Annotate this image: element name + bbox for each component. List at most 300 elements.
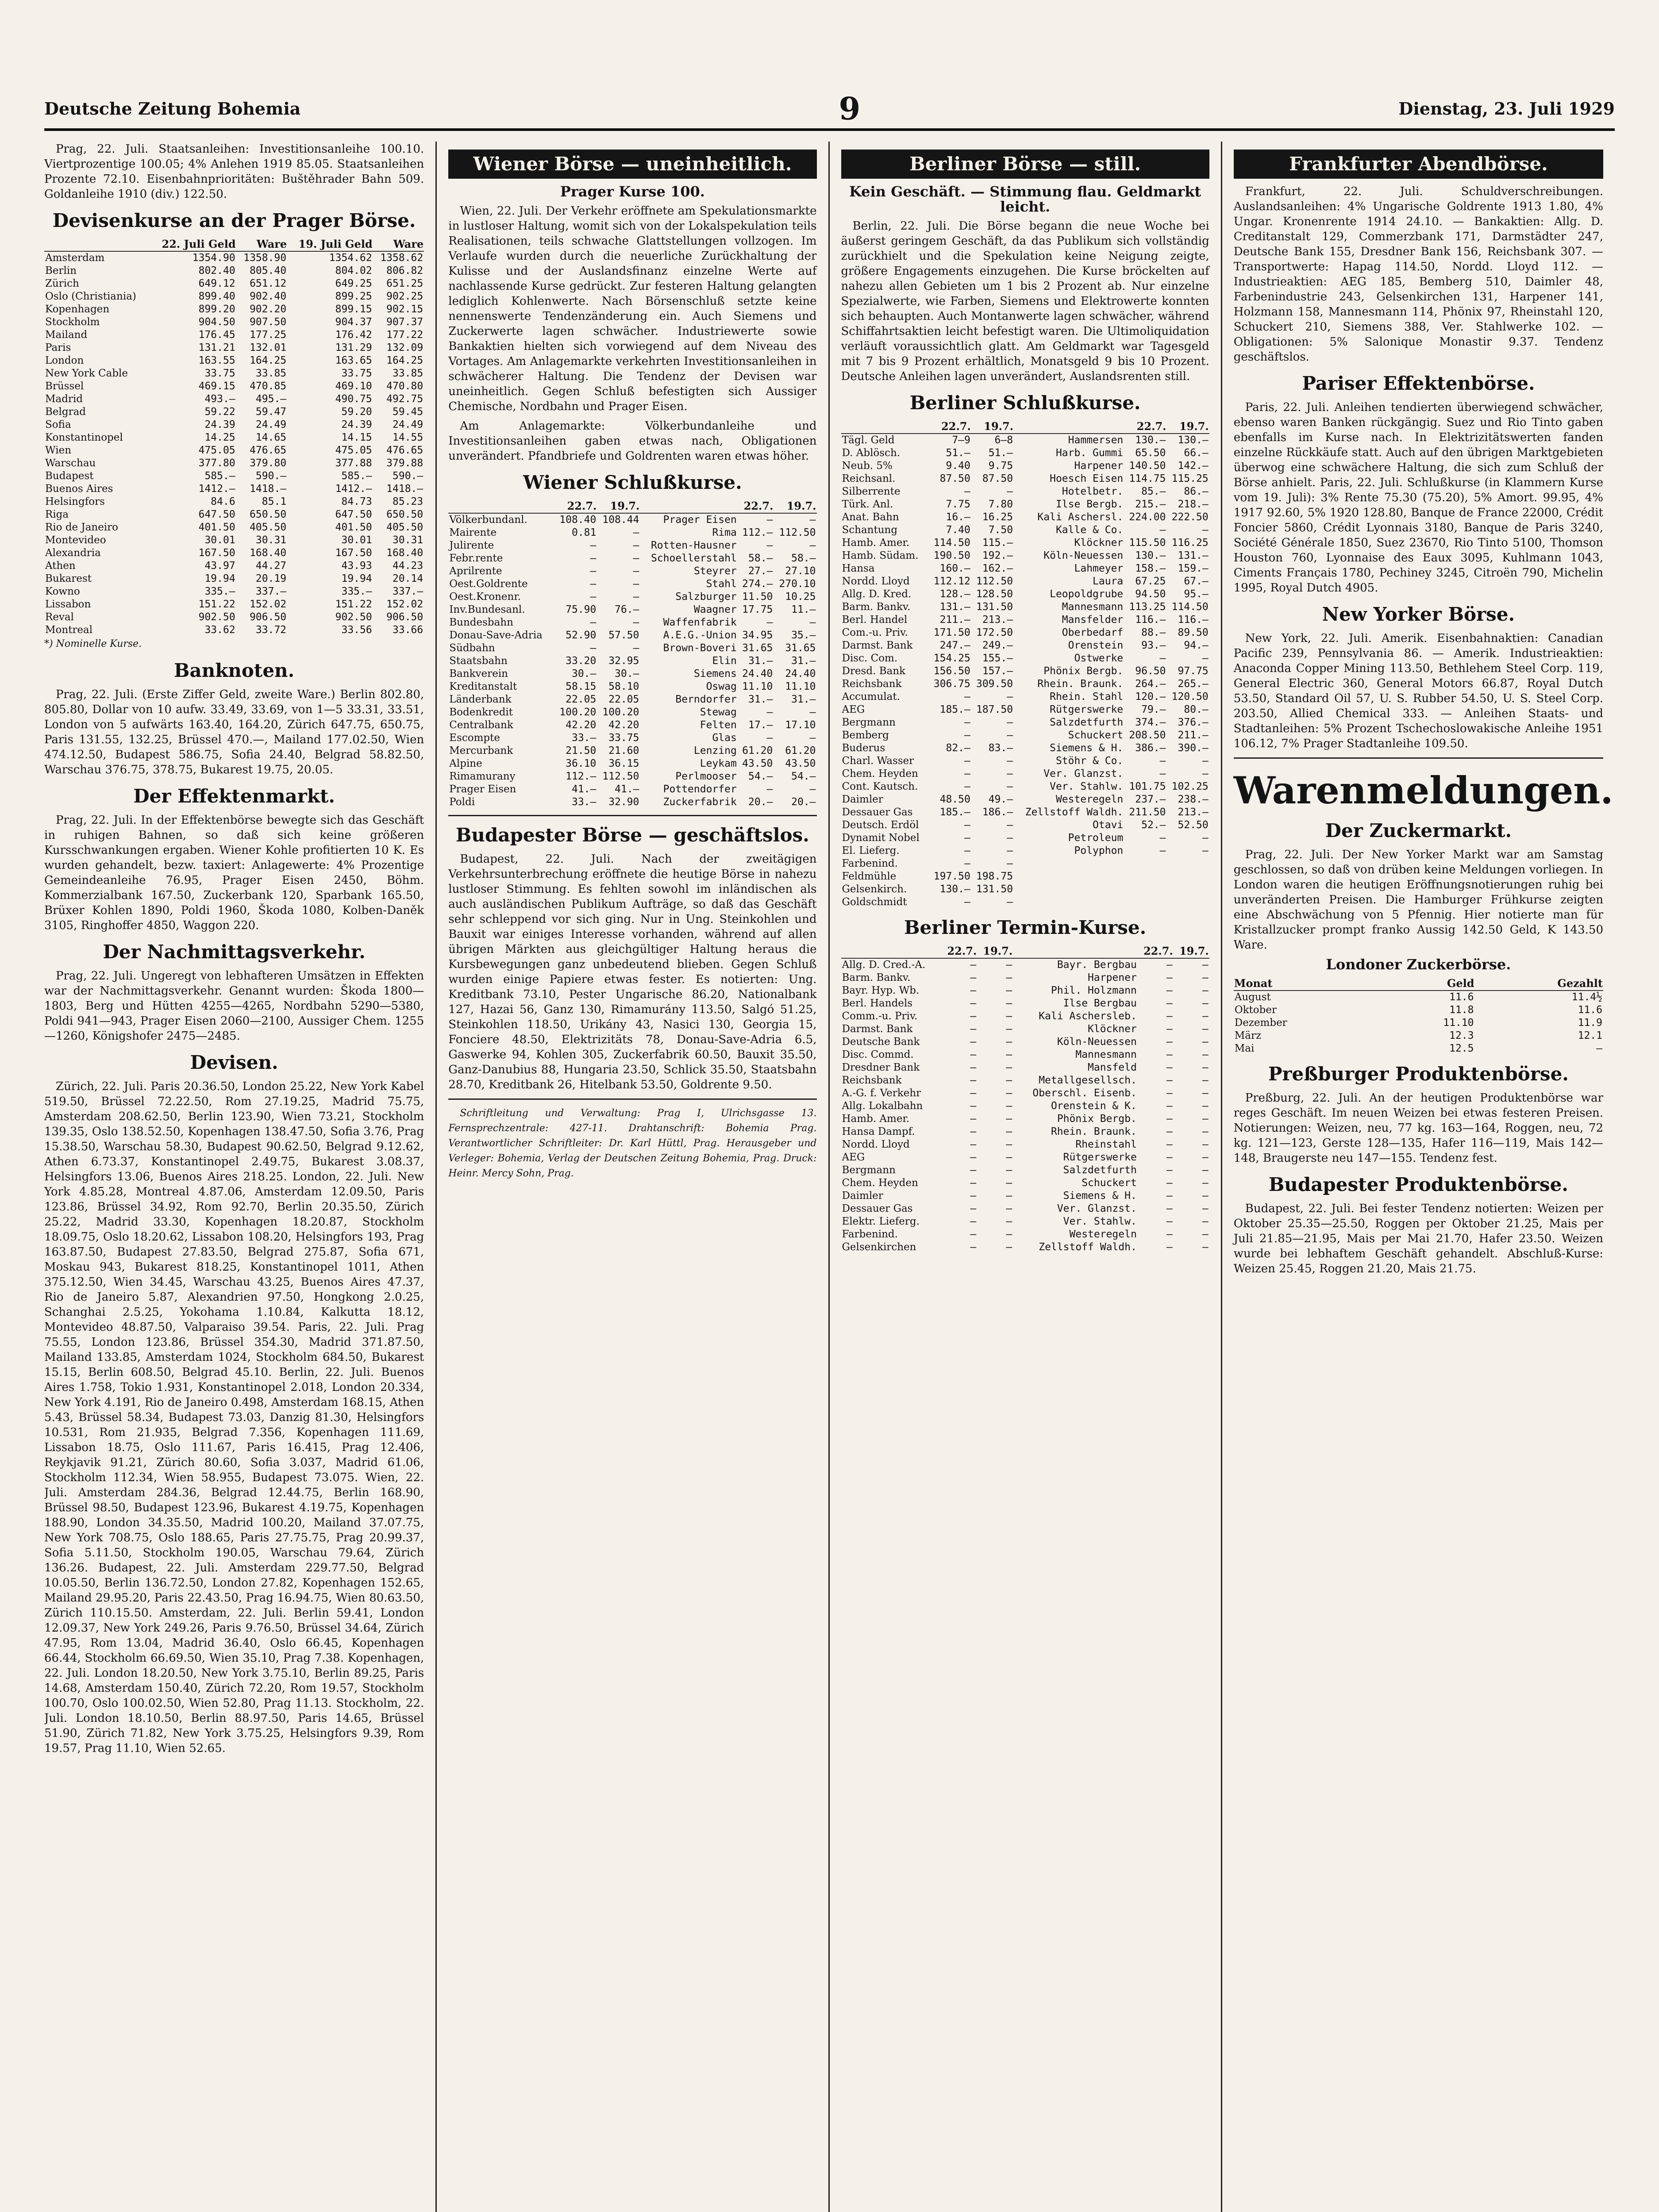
table-cell: Ver. Stahlw. (1063, 1216, 1137, 1227)
table-cell: 33.72 (255, 624, 287, 636)
table-cell: 155.— (982, 653, 1013, 664)
table-cell (1167, 883, 1209, 896)
table-cell: Reichsbank (842, 1075, 902, 1086)
table-cell: 33.— (571, 796, 597, 808)
table-cell: 11.10 (742, 681, 773, 692)
table-cell: 14.25 (204, 432, 235, 443)
table-cell: 192.— (982, 550, 1013, 561)
wiener-kurs-row (448, 629, 816, 642)
berliner-boerse-title: Berliner Börse — still. (841, 150, 1209, 179)
table-cell: 902.15 (386, 303, 423, 315)
table-cell: 41.— (615, 783, 639, 795)
table-cell: — (1166, 1100, 1173, 1112)
table-cell: 590.— (393, 470, 423, 482)
table-cell: Felten (700, 719, 737, 731)
table-cell: 42.20 (608, 719, 639, 731)
column-header: 19.7. (1167, 419, 1209, 434)
table-cell: 80.— (1184, 704, 1209, 715)
table-cell: Darmst. Bank (842, 1023, 913, 1035)
table-cell: 42.20 (566, 719, 597, 731)
table-cell: Steyrer (693, 565, 737, 577)
table-cell: — (633, 617, 639, 628)
devisenkurse-note: *) Nominelle Kurse. (44, 638, 142, 649)
table-cell: Helsingfors (45, 496, 105, 507)
column-header (841, 419, 929, 434)
table-cell: 33.62 (204, 624, 235, 636)
column-header: Ware (236, 237, 287, 251)
table-cell: 22.05 (566, 694, 597, 705)
table-cell: — (1202, 1049, 1209, 1060)
termin-kurs-row (841, 1241, 1209, 1254)
table-cell: 215.— (1135, 499, 1166, 510)
table-cell: Gelsenkirch. (842, 883, 907, 895)
table-cell: — (1006, 1113, 1012, 1125)
table-cell: 335.— (341, 586, 372, 597)
table-cell: Farbenind. (842, 858, 898, 869)
table-cell: Schoellerstahl (651, 553, 737, 564)
table-cell: 171.50 (933, 627, 970, 638)
table-cell: Chem. Heyden (842, 768, 918, 780)
table-cell: 237.— (1135, 794, 1166, 805)
table-cell: 590.— (255, 470, 287, 482)
table-cell: 49.— (988, 794, 1013, 805)
table-cell: 58.— (791, 553, 816, 564)
table-cell: 163.65 (335, 355, 372, 366)
table-cell: — (970, 1203, 977, 1214)
table-cell: Dessauer Gas (842, 806, 913, 818)
table-cell: Poldi (449, 796, 475, 808)
table-cell: — (1202, 524, 1209, 536)
table-cell: — (633, 553, 639, 564)
table-cell: Konstantinopel (45, 432, 123, 443)
berliner-kurs-row (841, 562, 1209, 575)
table-cell: — (1202, 1203, 1209, 1214)
table-cell: 57.50 (608, 630, 639, 641)
table-cell: Dresdner Bank (842, 1062, 920, 1073)
table-cell: 51.— (988, 447, 1013, 459)
devisenkurs-row (44, 521, 424, 534)
table-cell: 249.— (982, 640, 1013, 651)
table-cell: Salzburger (675, 591, 737, 603)
table-cell: Riga (45, 509, 69, 520)
table-cell: — (1006, 1152, 1012, 1163)
table-cell: 198.75 (976, 871, 1013, 882)
table-cell: Bodenkredit (449, 707, 513, 718)
table-cell: 804.02 (335, 265, 372, 276)
table-cell: 30.— (571, 668, 597, 680)
table-cell: 112.50 (976, 576, 1013, 587)
table-cell: 157.— (982, 665, 1013, 677)
zucker-kurs-row (1234, 991, 1603, 1004)
table-cell (1167, 870, 1209, 883)
table-cell: 6–8 (994, 434, 1013, 446)
table-cell: — (1202, 1164, 1209, 1176)
devisenkurs-row (44, 611, 424, 624)
table-cell: — (766, 617, 773, 628)
termin-kurs-row (841, 1100, 1209, 1113)
table-cell: — (766, 514, 773, 526)
table-cell: — (1202, 972, 1209, 983)
table-cell: 14.55 (393, 432, 423, 443)
pressburger-produktenboerse-title: Preßburger Produktenbörse. (1268, 1063, 1569, 1085)
table-cell: Lissabon (45, 599, 91, 610)
devisenkurs-row (44, 354, 424, 367)
table-cell: Rotten-Hausner (651, 540, 737, 551)
table-cell: 86.— (1184, 486, 1209, 497)
table-cell: 21.60 (608, 745, 639, 757)
table-cell: 11.6 (1449, 991, 1474, 1003)
table-cell: — (1202, 768, 1209, 780)
table-cell: Rhein. Braunk. (1037, 678, 1124, 690)
table-cell: Hammersen (1068, 434, 1124, 446)
wiener-kurs-row (448, 732, 816, 745)
table-cell: Rhein. Braunk. (1051, 1126, 1137, 1137)
table-cell: Sofia (45, 419, 71, 430)
londoner-zuckerboerse-table (1234, 976, 1603, 1055)
berliner-kurs-row (841, 524, 1209, 537)
table-cell: — (970, 985, 977, 996)
table-cell: 113.25 (1129, 601, 1166, 613)
staatsanleihen-text: Prag, 22. Juli. Staatsanleihen: Investitionsanleihe 100.10. Viertprozentige 100.05; 4% Anlehen 1919 85.05. Staatsanleihen Prozente 72.10. Eisenbahnprioritäten: Buštěhrader Bahn 509. Goldanleihe 1910 (div.) 122.50. (44, 142, 424, 201)
table-cell: 20.— (748, 796, 773, 808)
table-cell: 264.— (1135, 678, 1166, 690)
table-cell: 19.94 (204, 573, 235, 584)
table-cell: Montevideo (45, 534, 106, 546)
table-cell: 33.20 (566, 655, 597, 667)
table-cell: 59.45 (393, 406, 423, 418)
table-cell: — (1007, 755, 1013, 767)
column-header (448, 499, 554, 513)
table-cell: — (1006, 1229, 1012, 1240)
table-cell: Allg. D. Cred.-A. (842, 959, 926, 971)
table-cell: 647.50 (335, 509, 372, 520)
table-cell: Westeregeln (1055, 794, 1124, 805)
berliner-kurs-row (841, 857, 1209, 870)
table-cell: 337.— (255, 586, 287, 597)
devisenkurs-row (44, 277, 424, 290)
wiener-kurs-row (448, 539, 816, 552)
article-columns (44, 142, 1615, 2212)
table-cell: — (1159, 524, 1166, 536)
termin-kurs-row (841, 1228, 1209, 1241)
table-cell: 43.93 (341, 560, 372, 572)
table-cell: AEG (842, 704, 865, 715)
table-cell: — (809, 707, 816, 718)
table-cell: — (970, 1062, 977, 1073)
table-cell: — (970, 1216, 977, 1227)
table-cell: 54.— (791, 771, 816, 782)
berliner-kurs-row (841, 845, 1209, 857)
table-cell: 186.— (982, 806, 1013, 818)
table-cell: — (1202, 832, 1209, 844)
table-cell: — (1006, 1126, 1012, 1137)
effektenmarkt-title: Der Effektenmarkt. (133, 785, 335, 807)
table-cell: Hansa Dampf. (842, 1126, 915, 1137)
nachmittagsverkehr-text: Prag, 22. Juli. Ungeregt von lebhafteren Umsätzen in Effekten war der Nachmittagsverkehr. Genannt wurden: Škoda 1800—1803, Berg und Hütten 4255—4265, Nordbahn 5290—5380, Poldi 941—943, Prager Eisen 2060—2100, Aussiger Chem. 1255—1260, Königshofer 2475—2485. (44, 969, 424, 1043)
berliner-kurs-row (841, 691, 1209, 703)
table-cell: — (1006, 959, 1012, 971)
termin-kurs-row (841, 1138, 1209, 1151)
table-cell: 1418.— (386, 483, 423, 495)
termin-kurs-row (841, 1215, 1209, 1228)
table-cell: 14.65 (255, 432, 287, 443)
table-cell: — (809, 783, 816, 795)
table-cell: Siemens & H. (1050, 742, 1124, 754)
header-date: Dienstag, 23. Juli 1929 (1398, 98, 1615, 119)
wiener-kurs-row (448, 578, 816, 591)
table-cell: 806.82 (386, 265, 423, 276)
table-cell: — (1007, 781, 1013, 792)
column-header: 19.7. (774, 499, 816, 513)
table-cell: 649.12 (198, 278, 235, 289)
table-cell: — (590, 565, 597, 577)
table-cell (1014, 896, 1124, 909)
table-cell: 475.05 (198, 445, 235, 456)
column-header: 22.7. (929, 419, 971, 434)
table-cell: 21.50 (566, 745, 597, 757)
table-cell: Belgrad (45, 406, 86, 418)
table-cell: 112.12 (933, 576, 970, 587)
table-cell: Nordd. Lloyd (842, 576, 910, 587)
table-cell: Barm. Bankv. (842, 601, 911, 613)
table-cell: 899.20 (198, 303, 235, 315)
table-cell: — (590, 642, 597, 654)
table-cell: 1412.— (198, 483, 235, 495)
frankfurter-boerse-title: Frankfurter Abendbörse. (1234, 150, 1603, 179)
table-cell: — (1159, 755, 1166, 767)
column-header: Monat (1234, 976, 1385, 991)
table-cell: Com.-u. Priv. (842, 627, 908, 638)
table-cell: 190.50 (933, 550, 970, 561)
table-cell: — (1006, 1023, 1012, 1035)
table-cell: Bayr. Hyp. Wb. (842, 985, 920, 996)
table-cell: — (1007, 486, 1013, 497)
table-cell: Ilse Bergbau (1063, 998, 1137, 1009)
pressburger-produktenboerse-text: Preßburg, 22. Juli. An der heutigen Produktenbörse war reges Geschäft. Im neuen Weizen bei etwas festeren Preisen. Notierungen: Weizen, neu, 77 kg. 163—164, Roggen, neu, 72 kg. 121—123, Gerste 128—135, Hafer 116—119, Mais 142—148, Braugerste neu 147—155. Tendenz fest. (1233, 1091, 1603, 1165)
table-cell: — (1007, 845, 1013, 856)
column-header: 22. Juli Geld (150, 237, 236, 251)
table-cell: — (766, 540, 773, 551)
table-cell: Siemens (693, 668, 737, 680)
table-cell: 470.85 (250, 380, 287, 392)
termin-kurs-row (841, 958, 1209, 972)
table-cell: 52.90 (566, 630, 597, 641)
table-cell: Daimler (842, 1190, 883, 1202)
table-cell: — (1202, 1241, 1209, 1253)
table-cell: — (1202, 845, 1209, 856)
table-cell: 131.— (939, 601, 970, 613)
table-cell (1124, 896, 1166, 909)
table-cell: 1358.62 (380, 252, 423, 264)
table-cell: Brown-Boveri (663, 642, 737, 654)
table-cell: Oswag (706, 681, 737, 692)
table-cell: 156.50 (933, 665, 970, 677)
table-cell: 386.— (1135, 742, 1166, 754)
table-cell: Gelsenkirchen (842, 1241, 916, 1253)
table-cell: 805.40 (250, 265, 287, 276)
wiener-kurs-row (448, 591, 816, 603)
table-cell: 379.88 (386, 457, 423, 469)
table-cell: 11.9 (1578, 1017, 1602, 1029)
table-cell: — (970, 1087, 977, 1099)
table-cell: Zürich (45, 278, 79, 289)
table-cell: — (1006, 1190, 1012, 1202)
table-cell: — (1007, 832, 1013, 844)
table-cell: 213.— (1178, 806, 1209, 818)
zuckermarkt-text: Prag, 22. Juli. Der New Yorker Markt war am Samstag geschlossen, so daß von drüben keine Meldungen vorliegen. In London waren die heutigen Eröffnungsnotierungen ruhig bei unveränderten Preisen. Die Hamburger Frühkurse zeigten eine Abschwächung von 5 Pfennig. Hier notierte man für Kristallzucker prompt franko Aussig 142.50 Geld, K 143.50 Ware. (1233, 848, 1603, 952)
table-cell: 163.55 (198, 355, 235, 366)
table-cell: Orenstein (1068, 640, 1124, 651)
table-cell: 401.50 (198, 522, 235, 533)
table-cell: Hamb. Amer. (842, 1113, 910, 1125)
table-cell: 34.95 (742, 630, 773, 641)
table-cell: 1354.62 (329, 252, 372, 264)
budapester-boerse-text: Budapest, 22. Juli. Nach der zweitägigen Verkehrsunterbrechung eröffnete die heutige Börse in nahezu lustloser Stimmung. Es fehlten sowohl im inländischen als auch ausländischen Publikum Aufträge, so daß das Geschäft sehr schleppend vor sich ging. Nur in Ung. Steinkohlen und Bauxit war einiges Interesse vorhanden, während auf allen übrigen Märkten aus gleichgültiger Haltung heraus die Kursbewegungen ganz unbedeutend blieben. Gegen Schluß wurden einige Papiere etwas fester. Es notierten: Ung. Kreditbank 73.10, Pester Ungarische 86.20, Nationalbank 127, Hazai 56, Ganz 130, Rimamurány 113.50, Salgó 51.25, Steinkohlen 118.50, Urikány 43, Nasici 130, Georgia 15, Fonciere 48.50, Elektrizitäts 78, Donau-Save-Adria 6.5, Gaswerke 94, Kohlen 305, Zuckerfabrik 60.50, Bauxit 35.50, Ganz-Danubius 88, Hungaria 23.50, Schlick 35.50, Staatsbahn 28.70, Kreditbank 26, Hitelbank 53.50, Goldrente 9.50. (448, 853, 817, 1091)
table-cell: — (964, 896, 970, 908)
table-cell: 43.50 (742, 758, 773, 769)
berliner-kurs-row (841, 447, 1209, 460)
table-cell: 24.40 (785, 668, 816, 680)
devisenkurs-row (44, 342, 424, 354)
table-cell: Lahmeyer (1074, 563, 1124, 574)
table-cell: — (964, 768, 970, 780)
table-cell: — (633, 527, 639, 538)
table-cell: 67.25 (1135, 576, 1166, 587)
table-cell: 405.50 (386, 522, 423, 533)
wiener-kurs-row (448, 603, 816, 616)
berliner-kurs-row (841, 460, 1209, 472)
table-cell: — (1006, 972, 1012, 983)
berliner-kurs-row (841, 626, 1209, 639)
table-cell: 87.50 (982, 473, 1013, 484)
table-cell: Oslo (Christiania) (45, 291, 136, 302)
berliner-boerse-subtitle: Kein Geschäft. — Stimmung flau. Geldmarkt leicht. (849, 183, 1201, 215)
table-cell: Buenos Aires (45, 483, 113, 495)
table-cell: 36.15 (608, 758, 639, 769)
table-cell: — (970, 1139, 977, 1150)
table-cell: Donau-Save-Adria (449, 630, 543, 641)
table-cell: 76.— (615, 604, 639, 615)
wiener-kurs-row (448, 693, 816, 706)
berliner-kurs-row (841, 485, 1209, 498)
table-cell: 30.01 (341, 534, 372, 546)
table-cell: Rio de Janeiro (45, 522, 119, 533)
table-cell: 130.— (1178, 434, 1209, 446)
table-cell: 94.— (1184, 640, 1209, 651)
impressum-text: Schriftleitung und Verwaltung: Prag I, Ulrichsgasse 13. Fernsprechzentrale: 427-11. Drahtanschrift: Bohemia Prag. Verantwortlicher Schriftleiter: Dr. Karl Hüttl, Prag. Herausgeber und Verleger: Bohemia, Verlag der Deutschen Zeitung Bohemia, Prag. Druck: Heinr. Mercy Sohn, Prag. (448, 1108, 817, 1179)
berliner-kurs-row (841, 498, 1209, 511)
table-cell: — (1159, 653, 1166, 664)
table-cell: 899.25 (335, 291, 372, 302)
table-cell: Hamb. Südam. (842, 550, 919, 561)
berliner-terminkurse-table (841, 944, 1209, 1254)
table-cell: — (1596, 1043, 1602, 1054)
berliner-kurs-row (841, 537, 1209, 549)
devisenkurs-row (44, 534, 424, 547)
termin-kurs-row (841, 1177, 1209, 1190)
table-cell: Hansa (842, 563, 875, 574)
table-cell: 10.25 (785, 591, 816, 603)
table-cell: 7.40 (946, 524, 970, 536)
table-cell: 112.50 (779, 527, 816, 538)
table-cell: 270.10 (779, 578, 816, 590)
table-cell: — (970, 998, 977, 1009)
table-cell: 177.25 (250, 329, 287, 341)
devisen-title: Devisen. (190, 1052, 278, 1073)
table-cell: — (1202, 1190, 1209, 1202)
table-cell: — (970, 959, 977, 971)
table-cell: 7.80 (988, 499, 1013, 510)
devisenkurs-row (44, 393, 424, 406)
table-cell: 115.50 (1129, 537, 1166, 549)
devisenkurs-row (44, 444, 424, 457)
table-cell: 132.01 (250, 342, 287, 353)
berliner-kurs-row (841, 793, 1209, 806)
table-cell: — (1166, 1126, 1173, 1137)
termin-kurs-row (841, 1010, 1209, 1023)
table-cell: Orenstein & K. (1051, 1100, 1137, 1112)
table-cell: — (1006, 1010, 1012, 1022)
table-cell: — (766, 732, 773, 744)
table-cell: — (590, 591, 597, 603)
table-cell: 65.50 (1135, 447, 1166, 459)
table-cell: 9.75 (988, 460, 1013, 472)
table-cell: Perlmooser (675, 771, 737, 782)
table-cell: 83.— (988, 742, 1013, 754)
table-cell: — (1166, 1229, 1173, 1240)
page-header (44, 88, 1615, 131)
devisenkurs-row (44, 547, 424, 560)
budapester-produktenboerse-title: Budapester Produktenbörse. (1268, 1174, 1568, 1195)
table-cell: Bankverein (449, 668, 508, 680)
wiener-kurs-row (448, 642, 816, 655)
table-cell: — (1166, 1164, 1173, 1176)
table-cell: 140.50 (1129, 460, 1166, 472)
devisenkurs-row (44, 251, 424, 265)
table-cell: — (970, 1177, 977, 1189)
table-cell: Comm.-u. Priv. (842, 1010, 918, 1022)
table-cell: 120.50 (1171, 691, 1209, 703)
column-header: 22.7. (941, 944, 977, 958)
table-cell: 187.50 (976, 704, 1013, 715)
table-cell: — (1202, 1229, 1209, 1240)
table-cell: 306.75 (933, 678, 970, 690)
table-cell: Köln-Neuessen (1043, 550, 1124, 561)
table-cell: 20.— (791, 796, 816, 808)
table-cell: — (1202, 1010, 1209, 1022)
termin-kurs-row (841, 972, 1209, 984)
table-cell: 1412.— (335, 483, 372, 495)
table-cell: 114.50 (1171, 601, 1209, 613)
table-cell: 66.— (1184, 447, 1209, 459)
table-cell: — (590, 617, 597, 628)
devisenkurs-row (44, 483, 424, 495)
table-cell: 85.23 (393, 496, 423, 507)
table-cell: 493.— (204, 393, 235, 405)
column-header (1013, 944, 1138, 958)
table-cell: 59.22 (204, 406, 235, 418)
table-cell: — (970, 1229, 977, 1240)
wiener-kurs-row (448, 513, 816, 526)
table-cell: — (964, 858, 970, 869)
table-cell: 647.50 (198, 509, 235, 520)
table-cell: — (1006, 1241, 1012, 1253)
wiener-kurs-row (448, 680, 816, 693)
wiener-boerse-subtitle: Prager Kurse 100. (560, 183, 705, 200)
table-cell: 154.25 (933, 653, 970, 664)
table-cell: Mansfelder (1062, 614, 1124, 626)
column-header (1014, 419, 1124, 434)
